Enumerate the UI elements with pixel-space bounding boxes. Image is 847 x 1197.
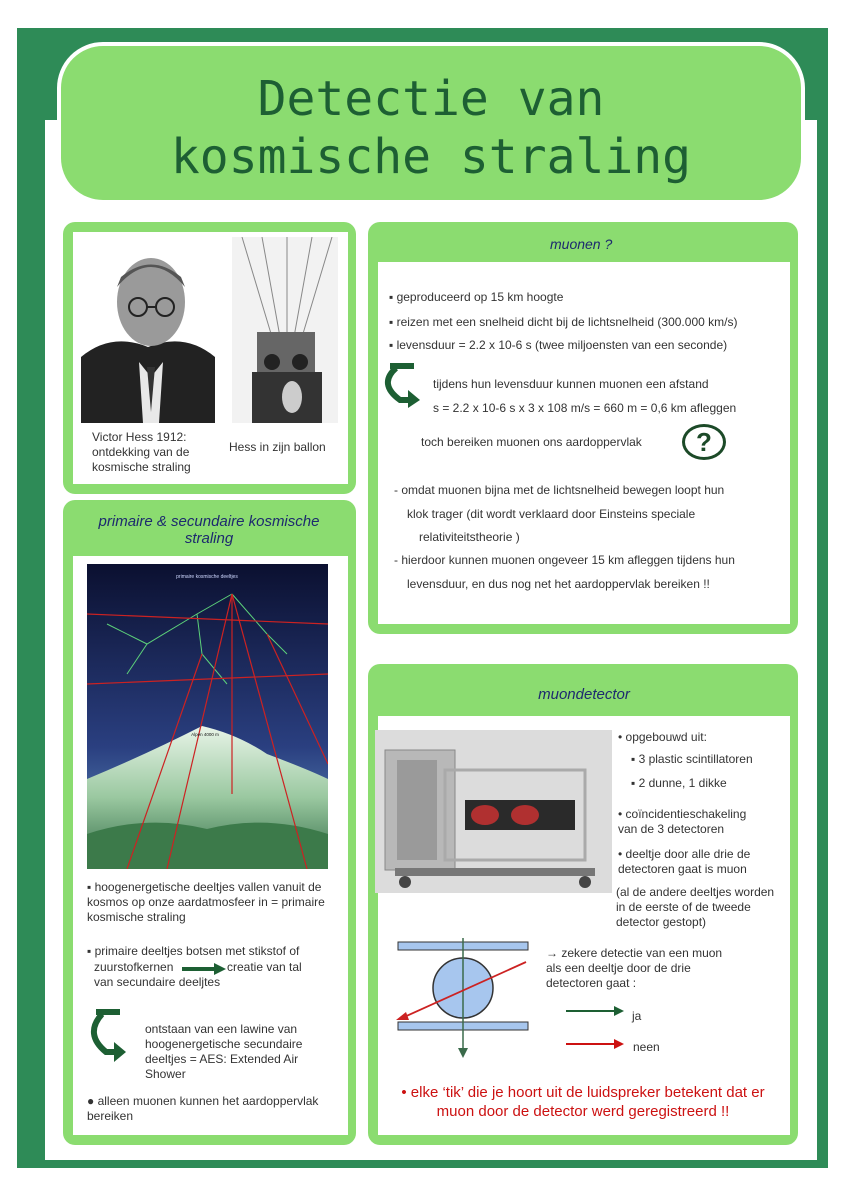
hess-balloon-photo (232, 237, 338, 423)
primair-text-2b: zuurstofkernen (94, 960, 174, 974)
curved-arrow-icon (384, 362, 424, 408)
primair-text-2c: creatie van tal (227, 960, 302, 974)
primair-alleen: ● alleen muonen kunnen het aardoppervlak bereiken (87, 1094, 319, 1123)
detector-tik: • elke ‘tik’ die je hoort uit de luidspreker betekent dat er muon door de detector werd geregistreerd !! (401, 1084, 765, 1120)
detector-sub-2: ▪ 2 dunne, 1 dikke (631, 776, 727, 790)
detector-sub-1: ▪ 3 plastic scintillatoren (631, 752, 753, 766)
title-line-2: kosmische straling (170, 129, 692, 185)
detector-heading: muondetector (538, 686, 630, 703)
legend-neen: neen (633, 1040, 660, 1054)
muonen-bullet-1: ▪ geproduceerd op 15 km hoogte (389, 290, 564, 304)
hess-portrait-caption: Victor Hess 1912: ontdekking van de kosmische straling (92, 430, 191, 474)
air-shower-figure (87, 564, 328, 869)
detector-deeltje: • deeltje door alle drie de detectoren gaat is muon (618, 847, 751, 876)
title-banner (57, 42, 805, 204)
muonen-afstand-2: s = 2.2 x 10-6 s x 3 x 108 m/s = 660 m = 0,6 km afleggen (433, 401, 737, 415)
primair-heading: primaire & secundaire kosmische straling (98, 513, 320, 547)
primair-text-1: ▪ hoogenergetische deeltjes vallen vanuit de kosmos op onze aardatmosfeer in = primaire kosmische straling (87, 880, 325, 924)
legend-ja: ja (632, 1009, 642, 1023)
green-arrow-icon (566, 1006, 624, 1016)
question-icon: ? (682, 424, 726, 460)
muonen-dash-1a: - omdat muonen bijna met de lichtsnelheid bewegen loopt hun (394, 483, 725, 497)
right-arrow-icon (182, 963, 226, 975)
fig-alt-label: Alpen 4000 m (191, 732, 219, 737)
muonen-dash-1b: klok trager (dit wordt verklaard door Einsteins speciale (407, 507, 696, 521)
title-line-1: Detectie van (257, 71, 605, 127)
detector-diagram (396, 938, 530, 1060)
primair-text-2a: ▪ primaire deeltjes botsen met stikstof of (87, 944, 300, 958)
muonen-afstand-1: tijdens hun levensduur kunnen muonen een afstand (433, 377, 709, 391)
detector-coinc: • coïncidentieschakeling van de 3 detectoren (618, 807, 747, 836)
muonen-dash-1c: relativiteitstheorie ) (419, 530, 520, 544)
fig-title: primaire kosmische deeltjes (176, 574, 238, 580)
muon-detector-photo (375, 730, 612, 893)
muonen-bullet-3: ▪ levensduur = 2.2 x 10-6 s (twee miljoensten van een seconde) (389, 338, 728, 352)
primair-text-2d: van secundaire deeljtes (94, 975, 221, 989)
hess-balloon-caption: Hess in zijn ballon (229, 440, 326, 454)
red-arrow-icon (566, 1039, 624, 1049)
detector-zekere: → zekere detectie van een muon als een deeltje door de drie detectoren gaat : (546, 946, 723, 990)
detector-opgebouwd: • opgebouwd uit: (618, 730, 707, 744)
detector-andere: (al de andere deeltjes worden in de eerste of de tweede detector gestopt) (616, 885, 775, 929)
curved-arrow-icon (90, 1008, 130, 1062)
muonen-dash-2a: - hierdoor kunnen muonen ongeveer 15 km afleggen tijdens hun (394, 553, 735, 567)
page-title (61, 70, 801, 186)
muonen-heading: muonen ? (550, 236, 613, 252)
hess-portrait (81, 237, 215, 423)
muonen-dash-2b: levensduur, en dus nog net het aardoppervlak bereiken !! (407, 577, 710, 591)
muonen-bereiken: toch bereiken muonen ons aardoppervlak (421, 435, 642, 449)
primair-lawine: ontstaan van een lawine van hoogenergetische secundaire deeltjes = AES: Extended Air Shower (145, 1022, 303, 1081)
muonen-bullet-2: ▪ reizen met een snelheid dicht bij de lichtsnelheid (300.000 km/s) (389, 315, 738, 329)
